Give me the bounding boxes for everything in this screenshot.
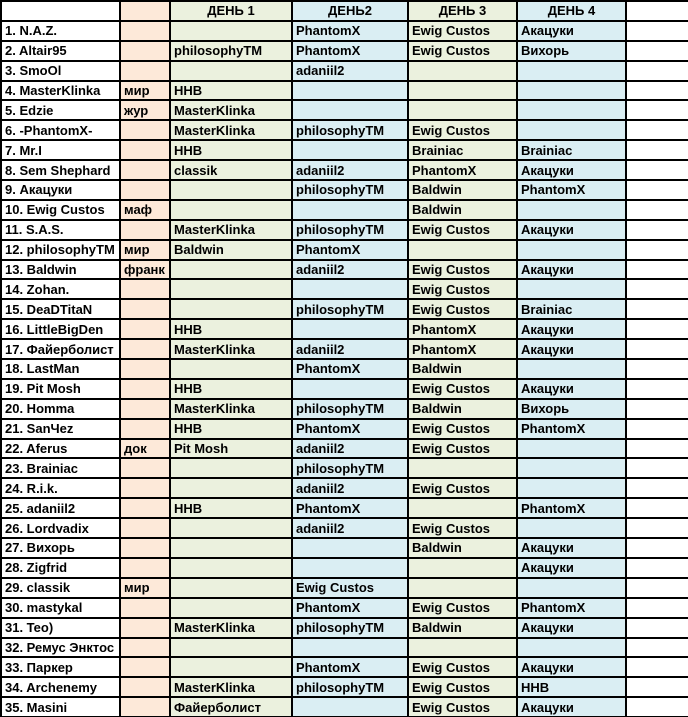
player-row xyxy=(1,578,688,598)
day3-vote-cell[interactable] xyxy=(408,240,517,260)
day2-vote-cell[interactable] xyxy=(292,81,408,101)
day4-vote-cell[interactable] xyxy=(517,458,626,478)
day2-vote-cell[interactable]: philosophyTM xyxy=(292,399,408,419)
player-name-cell[interactable]: 23. Brainiac xyxy=(1,458,120,478)
player-row xyxy=(1,518,688,538)
role-tag-cell[interactable]: маф xyxy=(120,200,170,220)
day1-vote-cell[interactable]: MasterKlinka xyxy=(170,677,292,697)
player-row xyxy=(1,140,688,160)
day2-vote-cell[interactable]: Ewig Custos xyxy=(292,578,408,598)
day2-vote-cell[interactable]: philosophyTM xyxy=(292,299,408,319)
player-name-cell[interactable]: 9. Акацуки xyxy=(1,180,120,200)
player-name-cell[interactable]: 35. Masini xyxy=(1,697,120,717)
day2-vote-cell[interactable] xyxy=(292,200,408,220)
role-tag-cell[interactable] xyxy=(120,61,170,81)
day1-vote-cell[interactable] xyxy=(170,260,292,280)
extra-cell[interactable] xyxy=(626,598,688,618)
day2-vote-cell[interactable]: philosophyTM xyxy=(292,618,408,638)
player-name-cell[interactable]: 3. SmoOl xyxy=(1,61,120,81)
extra-cell[interactable] xyxy=(626,21,688,41)
player-name-cell[interactable]: 2. Altair95 xyxy=(1,41,120,61)
role-tag-cell[interactable] xyxy=(120,160,170,180)
role-tag-cell[interactable]: мир xyxy=(120,240,170,260)
role-tag-cell[interactable] xyxy=(120,140,170,160)
player-row xyxy=(1,399,688,419)
extra-cell[interactable] xyxy=(626,319,688,339)
role-tag-cell[interactable]: мир xyxy=(120,578,170,598)
day1-vote-cell[interactable] xyxy=(170,180,292,200)
day1-vote-cell[interactable]: MasterKlinka xyxy=(170,120,292,140)
day1-vote-cell[interactable]: Файерболист xyxy=(170,697,292,717)
extra-cell[interactable] xyxy=(626,578,688,598)
day1-vote-cell[interactable]: ННВ xyxy=(170,319,292,339)
extra-cell[interactable] xyxy=(626,41,688,61)
extra-cell[interactable] xyxy=(626,439,688,459)
player-name-cell[interactable]: 1. N.A.Z. xyxy=(1,21,120,41)
player-row xyxy=(1,379,688,399)
player-name-cell[interactable]: 33. Паркер xyxy=(1,657,120,677)
day3-vote-cell[interactable]: Baldwin xyxy=(408,200,517,220)
extra-cell[interactable] xyxy=(626,220,688,240)
extra-cell[interactable] xyxy=(626,200,688,220)
role-tag-cell[interactable]: мир xyxy=(120,81,170,101)
day3-vote-cell[interactable]: Ewig Custos xyxy=(408,220,517,240)
player-row xyxy=(1,220,688,240)
day3-vote-cell[interactable]: Baldwin xyxy=(408,538,517,558)
day1-vote-cell[interactable] xyxy=(170,359,292,379)
day4-vote-cell[interactable] xyxy=(517,638,626,658)
day4-vote-cell[interactable]: Акацуки xyxy=(517,618,626,638)
day4-vote-cell[interactable] xyxy=(517,100,626,120)
day2-vote-cell[interactable]: adaniil2 xyxy=(292,439,408,459)
extra-cell[interactable] xyxy=(626,518,688,538)
extra-cell[interactable] xyxy=(626,498,688,518)
extra-cell[interactable] xyxy=(626,538,688,558)
day1-vote-cell[interactable] xyxy=(170,638,292,658)
player-row xyxy=(1,359,688,379)
day3-vote-cell[interactable]: PhantomX xyxy=(408,319,517,339)
extra-cell[interactable] xyxy=(626,359,688,379)
day1-vote-cell[interactable]: MasterKlinka xyxy=(170,339,292,359)
player-row xyxy=(1,558,688,578)
day2-vote-cell[interactable]: PhantomX xyxy=(292,598,408,618)
day1-vote-cell[interactable]: MasterKlinka xyxy=(170,399,292,419)
day2-vote-cell[interactable]: PhantomX xyxy=(292,41,408,61)
extra-cell[interactable] xyxy=(626,279,688,299)
day4-vote-cell[interactable]: Вихорь xyxy=(517,399,626,419)
header-role-cell[interactable] xyxy=(120,1,170,21)
day2-vote-cell[interactable]: PhantomX xyxy=(292,657,408,677)
day1-vote-cell[interactable]: MasterKlinka xyxy=(170,220,292,240)
player-row xyxy=(1,419,688,439)
day3-vote-cell[interactable] xyxy=(408,638,517,658)
day4-vote-cell[interactable] xyxy=(517,359,626,379)
day4-vote-cell[interactable]: Акацуки xyxy=(517,160,626,180)
player-name-cell[interactable]: 22. Aferus xyxy=(1,439,120,459)
player-row xyxy=(1,618,688,638)
role-tag-cell[interactable] xyxy=(120,220,170,240)
player-row xyxy=(1,279,688,299)
day2-vote-cell[interactable] xyxy=(292,558,408,578)
role-tag-cell[interactable] xyxy=(120,538,170,558)
day2-vote-cell[interactable] xyxy=(292,697,408,717)
extra-cell[interactable] xyxy=(626,240,688,260)
day2-vote-cell[interactable] xyxy=(292,140,408,160)
role-tag-cell[interactable] xyxy=(120,279,170,299)
player-row xyxy=(1,21,688,41)
day2-vote-cell[interactable]: PhantomX xyxy=(292,419,408,439)
player-name-cell[interactable]: 6. -PhantomX- xyxy=(1,120,120,140)
player-row xyxy=(1,61,688,81)
day2-vote-cell[interactable]: PhantomX xyxy=(292,359,408,379)
player-name-cell[interactable]: 21. SanЧez xyxy=(1,419,120,439)
day4-vote-cell[interactable] xyxy=(517,81,626,101)
role-tag-cell[interactable] xyxy=(120,677,170,697)
day4-vote-cell[interactable]: Акацуки xyxy=(517,319,626,339)
day1-vote-cell[interactable]: MasterKlinka xyxy=(170,618,292,638)
player-row xyxy=(1,200,688,220)
extra-cell[interactable] xyxy=(626,299,688,319)
player-name-cell[interactable]: 14. Zohan. xyxy=(1,279,120,299)
extra-cell[interactable] xyxy=(626,100,688,120)
extra-cell[interactable] xyxy=(626,379,688,399)
day3-vote-cell[interactable]: Ewig Custos xyxy=(408,299,517,319)
day4-vote-cell[interactable] xyxy=(517,578,626,598)
player-name-cell[interactable]: 7. Mr.I xyxy=(1,140,120,160)
day1-vote-cell[interactable] xyxy=(170,458,292,478)
role-tag-cell[interactable] xyxy=(120,618,170,638)
day3-vote-cell[interactable]: Ewig Custos xyxy=(408,697,517,717)
day4-vote-cell[interactable]: ННВ xyxy=(517,677,626,697)
day1-vote-cell[interactable] xyxy=(170,299,292,319)
day1-vote-cell[interactable] xyxy=(170,478,292,498)
day3-vote-cell[interactable] xyxy=(408,100,517,120)
player-name-cell[interactable]: 30. mastykal xyxy=(1,598,120,618)
day2-vote-cell[interactable]: PhantomX xyxy=(292,240,408,260)
player-name-cell[interactable]: 34. Archenemy xyxy=(1,677,120,697)
day1-vote-cell[interactable] xyxy=(170,200,292,220)
day2-vote-cell[interactable]: adaniil2 xyxy=(292,61,408,81)
extra-cell[interactable] xyxy=(626,260,688,280)
role-tag-cell[interactable]: жур xyxy=(120,100,170,120)
day4-vote-cell[interactable] xyxy=(517,439,626,459)
day2-vote-cell[interactable]: philosophyTM xyxy=(292,458,408,478)
day4-vote-cell[interactable]: Вихорь xyxy=(517,41,626,61)
extra-cell[interactable] xyxy=(626,419,688,439)
role-tag-cell[interactable] xyxy=(120,41,170,61)
extra-cell[interactable] xyxy=(626,160,688,180)
day4-vote-cell[interactable]: PhantomX xyxy=(517,180,626,200)
day3-vote-cell[interactable]: Ewig Custos xyxy=(408,379,517,399)
header-day-4[interactable]: ДЕНЬ 4 xyxy=(517,1,626,21)
day4-vote-cell[interactable] xyxy=(517,120,626,140)
extra-cell[interactable] xyxy=(626,677,688,697)
extra-cell[interactable] xyxy=(626,638,688,658)
player-row xyxy=(1,498,688,518)
player-row xyxy=(1,638,688,658)
role-tag-cell[interactable] xyxy=(120,657,170,677)
player-name-cell[interactable]: 11. S.A.S. xyxy=(1,220,120,240)
day1-vote-cell[interactable]: Pit Mosh xyxy=(170,439,292,459)
role-tag-cell[interactable] xyxy=(120,419,170,439)
day3-vote-cell[interactable]: PhantomX xyxy=(408,339,517,359)
extra-cell[interactable] xyxy=(626,180,688,200)
player-row xyxy=(1,538,688,558)
role-tag-cell[interactable] xyxy=(120,180,170,200)
day1-vote-cell[interactable]: MasterKlinka xyxy=(170,100,292,120)
player-name-cell[interactable]: 32. Ремус Энктос xyxy=(1,638,120,658)
day2-vote-cell[interactable]: adaniil2 xyxy=(292,339,408,359)
extra-cell[interactable] xyxy=(626,697,688,717)
day3-vote-cell[interactable]: Ewig Custos xyxy=(408,657,517,677)
day3-vote-cell[interactable]: Baldwin xyxy=(408,359,517,379)
day3-vote-cell[interactable]: Ewig Custos xyxy=(408,439,517,459)
extra-cell[interactable] xyxy=(626,657,688,677)
day1-vote-cell[interactable] xyxy=(170,598,292,618)
day1-vote-cell[interactable] xyxy=(170,518,292,538)
player-name-cell[interactable]: 12. philosophyTM xyxy=(1,240,120,260)
day4-vote-cell[interactable] xyxy=(517,200,626,220)
day3-vote-cell[interactable]: Ewig Custos xyxy=(408,518,517,538)
day3-vote-cell[interactable]: Baldwin xyxy=(408,399,517,419)
day4-vote-cell[interactable] xyxy=(517,240,626,260)
day2-vote-cell[interactable]: adaniil2 xyxy=(292,160,408,180)
day1-vote-cell[interactable] xyxy=(170,578,292,598)
day3-vote-cell[interactable] xyxy=(408,578,517,598)
role-tag-cell[interactable] xyxy=(120,498,170,518)
day2-vote-cell[interactable] xyxy=(292,279,408,299)
day4-vote-cell[interactable]: Акацуки xyxy=(517,558,626,578)
day4-vote-cell[interactable]: Акацуки xyxy=(517,657,626,677)
day2-vote-cell[interactable]: philosophyTM xyxy=(292,180,408,200)
role-tag-cell[interactable] xyxy=(120,697,170,717)
player-row xyxy=(1,478,688,498)
role-tag-cell[interactable] xyxy=(120,558,170,578)
player-row xyxy=(1,100,688,120)
day1-vote-cell[interactable]: ННВ xyxy=(170,498,292,518)
player-name-cell[interactable]: 28. Zigfrid xyxy=(1,558,120,578)
extra-cell[interactable] xyxy=(626,81,688,101)
day2-vote-cell[interactable] xyxy=(292,100,408,120)
day2-vote-cell[interactable] xyxy=(292,538,408,558)
header-extra-cell[interactable] xyxy=(626,1,688,21)
player-row xyxy=(1,120,688,140)
day3-vote-cell[interactable]: Ewig Custos xyxy=(408,41,517,61)
day1-vote-cell[interactable]: philosophyTM xyxy=(170,41,292,61)
day3-vote-cell[interactable]: Ewig Custos xyxy=(408,419,517,439)
extra-cell[interactable] xyxy=(626,558,688,578)
day2-vote-cell[interactable]: adaniil2 xyxy=(292,260,408,280)
player-name-cell[interactable]: 20. Homma xyxy=(1,399,120,419)
day3-vote-cell[interactable]: Brainiac xyxy=(408,140,517,160)
player-row xyxy=(1,598,688,618)
day1-vote-cell[interactable]: ННВ xyxy=(170,140,292,160)
day1-vote-cell[interactable] xyxy=(170,21,292,41)
day4-vote-cell[interactable]: PhantomX xyxy=(517,598,626,618)
day2-vote-cell[interactable]: philosophyTM xyxy=(292,677,408,697)
header-day-1[interactable]: ДЕНЬ 1 xyxy=(170,1,292,21)
day1-vote-cell[interactable] xyxy=(170,61,292,81)
day4-vote-cell[interactable]: Акацуки xyxy=(517,379,626,399)
day3-vote-cell[interactable]: Ewig Custos xyxy=(408,279,517,299)
extra-cell[interactable] xyxy=(626,399,688,419)
player-name-cell[interactable]: 8. Sem Shephard xyxy=(1,160,120,180)
player-name-cell[interactable]: 17. Файерболист xyxy=(1,339,120,359)
day3-vote-cell[interactable]: PhantomX xyxy=(408,160,517,180)
player-row xyxy=(1,160,688,180)
day1-vote-cell[interactable] xyxy=(170,279,292,299)
day2-vote-cell[interactable]: adaniil2 xyxy=(292,518,408,538)
role-tag-cell[interactable] xyxy=(120,598,170,618)
player-row xyxy=(1,697,688,717)
role-tag-cell[interactable] xyxy=(120,638,170,658)
extra-cell[interactable] xyxy=(626,120,688,140)
player-row xyxy=(1,81,688,101)
day2-vote-cell[interactable]: adaniil2 xyxy=(292,478,408,498)
player-name-cell[interactable]: 24. R.i.k. xyxy=(1,478,120,498)
extra-cell[interactable] xyxy=(626,339,688,359)
day2-vote-cell[interactable]: philosophyTM xyxy=(292,120,408,140)
player-name-cell[interactable]: 29. classik xyxy=(1,578,120,598)
player-name-cell[interactable]: 25. adaniil2 xyxy=(1,498,120,518)
player-row xyxy=(1,458,688,478)
role-tag-cell[interactable] xyxy=(120,399,170,419)
day4-vote-cell[interactable]: Brainiac xyxy=(517,299,626,319)
role-tag-cell[interactable] xyxy=(120,458,170,478)
extra-cell[interactable] xyxy=(626,618,688,638)
day1-vote-cell[interactable]: ННВ xyxy=(170,81,292,101)
day2-vote-cell[interactable] xyxy=(292,638,408,658)
extra-cell[interactable] xyxy=(626,61,688,81)
day2-vote-cell[interactable]: PhantomX xyxy=(292,21,408,41)
day2-vote-cell[interactable] xyxy=(292,379,408,399)
role-tag-cell[interactable] xyxy=(120,518,170,538)
player-row xyxy=(1,677,688,697)
role-tag-cell[interactable] xyxy=(120,379,170,399)
day4-vote-cell[interactable]: Акацуки xyxy=(517,697,626,717)
player-row xyxy=(1,299,688,319)
day4-vote-cell[interactable]: Акацуки xyxy=(517,339,626,359)
player-row xyxy=(1,439,688,459)
day4-vote-cell[interactable] xyxy=(517,518,626,538)
day1-vote-cell[interactable]: ННВ xyxy=(170,379,292,399)
extra-cell[interactable] xyxy=(626,140,688,160)
extra-cell[interactable] xyxy=(626,458,688,478)
day3-vote-cell[interactable]: Baldwin xyxy=(408,180,517,200)
role-tag-cell[interactable]: док xyxy=(120,439,170,459)
day3-vote-cell[interactable]: Ewig Custos xyxy=(408,120,517,140)
day4-vote-cell[interactable] xyxy=(517,279,626,299)
day3-vote-cell[interactable]: Baldwin xyxy=(408,618,517,638)
player-row xyxy=(1,260,688,280)
day4-vote-cell[interactable]: Акацуки xyxy=(517,538,626,558)
player-name-cell[interactable]: 26. Lordvadix xyxy=(1,518,120,538)
day4-vote-cell[interactable]: Акацуки xyxy=(517,21,626,41)
player-name-cell[interactable]: 13. Baldwin xyxy=(1,260,120,280)
role-tag-cell[interactable] xyxy=(120,478,170,498)
day3-vote-cell[interactable]: Ewig Custos xyxy=(408,478,517,498)
day4-vote-cell[interactable]: PhantomX xyxy=(517,419,626,439)
player-name-cell[interactable]: 27. Вихорь xyxy=(1,538,120,558)
header-row xyxy=(1,1,688,21)
role-tag-cell[interactable]: франк xyxy=(120,260,170,280)
day4-vote-cell[interactable]: Brainiac xyxy=(517,140,626,160)
extra-cell[interactable] xyxy=(626,478,688,498)
player-row xyxy=(1,240,688,260)
role-tag-cell[interactable] xyxy=(120,299,170,319)
day1-vote-cell[interactable]: ННВ xyxy=(170,419,292,439)
day4-vote-cell[interactable]: PhantomX xyxy=(517,498,626,518)
player-name-cell[interactable]: 31. Teo) xyxy=(1,618,120,638)
day3-vote-cell[interactable]: Ewig Custos xyxy=(408,21,517,41)
day2-vote-cell[interactable]: philosophyTM xyxy=(292,220,408,240)
role-tag-cell[interactable] xyxy=(120,120,170,140)
day1-vote-cell[interactable]: Baldwin xyxy=(170,240,292,260)
day4-vote-cell[interactable] xyxy=(517,61,626,81)
player-row xyxy=(1,41,688,61)
day4-vote-cell[interactable]: Акацуки xyxy=(517,220,626,240)
day3-vote-cell[interactable] xyxy=(408,498,517,518)
day3-vote-cell[interactable]: Ewig Custos xyxy=(408,260,517,280)
player-row xyxy=(1,180,688,200)
player-name-cell[interactable]: 4. MasterKlinka xyxy=(1,81,120,101)
day1-vote-cell[interactable] xyxy=(170,558,292,578)
player-name-cell[interactable]: 18. LastMan xyxy=(1,359,120,379)
player-name-cell[interactable]: 5. Edzie xyxy=(1,100,120,120)
player-name-cell[interactable]: 19. Pit Mosh xyxy=(1,379,120,399)
player-row xyxy=(1,339,688,359)
day1-vote-cell[interactable] xyxy=(170,538,292,558)
day4-vote-cell[interactable] xyxy=(517,478,626,498)
player-name-cell[interactable]: 10. Ewig Custos xyxy=(1,200,120,220)
header-player-cell[interactable] xyxy=(1,1,120,21)
day1-vote-cell[interactable] xyxy=(170,657,292,677)
day3-vote-cell[interactable] xyxy=(408,81,517,101)
role-tag-cell[interactable] xyxy=(120,21,170,41)
day1-vote-cell[interactable]: classik xyxy=(170,160,292,180)
day3-vote-cell[interactable] xyxy=(408,458,517,478)
player-row xyxy=(1,657,688,677)
player-name-cell[interactable]: 15. DeaDTitaN xyxy=(1,299,120,319)
role-tag-cell[interactable] xyxy=(120,319,170,339)
day2-vote-cell[interactable]: PhantomX xyxy=(292,498,408,518)
player-row xyxy=(1,319,688,339)
day3-vote-cell[interactable] xyxy=(408,61,517,81)
day3-vote-cell[interactable]: Ewig Custos xyxy=(408,598,517,618)
day4-vote-cell[interactable]: Акацуки xyxy=(517,260,626,280)
header-day-3[interactable]: ДЕНЬ 3 xyxy=(408,1,517,21)
role-tag-cell[interactable] xyxy=(120,339,170,359)
header-day-2[interactable]: ДЕНЬ2 xyxy=(292,1,408,21)
day2-vote-cell[interactable] xyxy=(292,319,408,339)
role-tag-cell[interactable] xyxy=(120,359,170,379)
day3-vote-cell[interactable] xyxy=(408,558,517,578)
player-name-cell[interactable]: 16. LittleBigDen xyxy=(1,319,120,339)
day3-vote-cell[interactable]: Ewig Custos xyxy=(408,677,517,697)
